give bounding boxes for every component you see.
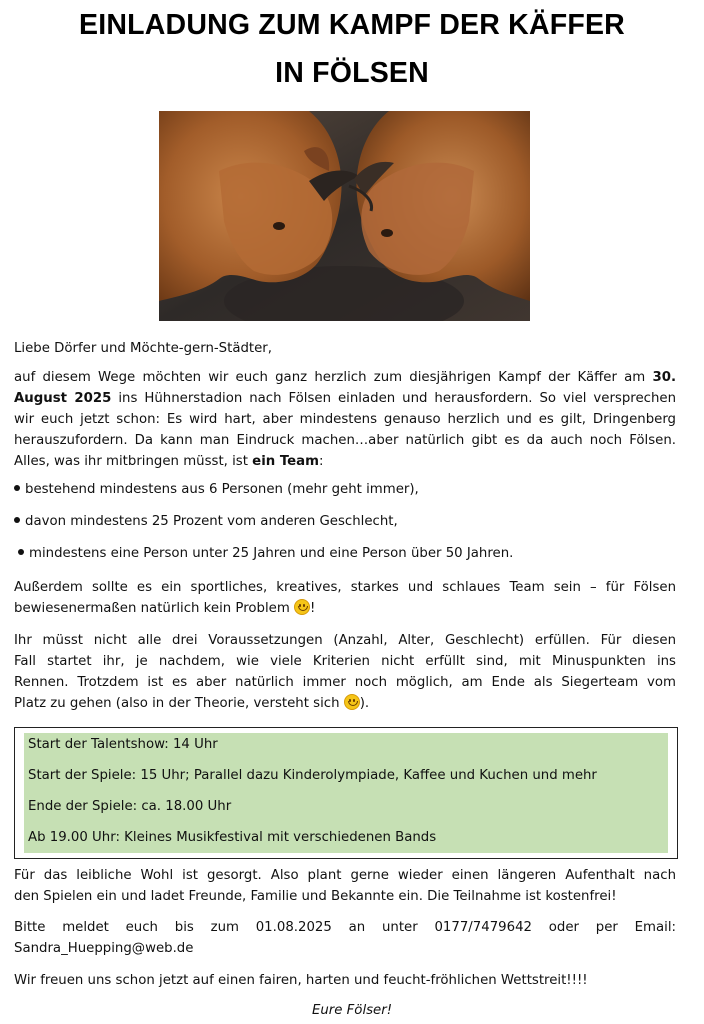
paragraph-line: Für das leibliche Wohl ist gesorgt. Also plant gerne wieder einen längeren Aufenthalt nach (14, 868, 676, 883)
list-item (14, 511, 676, 532)
list-item-text: mindestens eine Person unter 25 Jahren und eine Person über 50 Jahren. (29, 546, 514, 561)
list-item (18, 543, 680, 564)
schedule-item: Start der Spiele: 15 Uhr; Parallel dazu Kinderolympiade, Kaffee und Kuchen und mehr (28, 768, 597, 783)
schedule-box (14, 727, 678, 859)
bullet-icon (18, 549, 24, 555)
schedule-item: Ende der Spiele: ca. 18.00 Uhr (28, 799, 232, 814)
registration-paragraph (14, 917, 676, 959)
bullet-icon (14, 517, 20, 523)
page-title-line-2: IN FÖLSEN (275, 57, 429, 89)
team-paragraph (14, 577, 676, 619)
page-title-line-1: EINLADUNG ZUM KAMPF DER KÄFFER (79, 9, 625, 41)
team-emphasis: ein Team (252, 454, 319, 469)
intro-text: Alles, was ihr mitbringen müsst, ist (14, 454, 253, 469)
paragraph-line: ). (359, 696, 370, 711)
paragraph-line: Außerdem sollte es ein sportliches, kreatives, starkes und schlaues Team sein – für Fölsen (14, 580, 676, 595)
paragraph-line: den Spielen ein und ladet Freunde, Familie und Bekannte ein. Die Teilnahme ist kostenfrei! (14, 889, 617, 904)
paragraph-line: Ihr müsst nicht alle drei Voraussetzungen (Anzahl, Alter, Geschlecht) erfüllen. Für diesen (14, 633, 676, 648)
smiley-icon (294, 599, 310, 615)
event-date-month-year: August 2025 (14, 391, 112, 406)
paragraph-line: Fall startet ihr, je nachdem, wie viele Kriterien nicht erfüllt sind, mit Minuspunkten ins (14, 654, 676, 669)
greeting: Liebe Dörfer und Möchte-gern-Städter, (14, 341, 272, 356)
list-item-text: davon mindestens 25 Prozent vom anderen Geschlecht, (25, 514, 398, 529)
rules-paragraph (14, 630, 676, 714)
paragraph-line: Rennen. Trotzdem ist es aber natürlich immer noch möglich, am Ende als Siegerteam vom (14, 675, 676, 690)
schedule-item: Ab 19.00 Uhr: Kleines Musikfestival mit verschiedenen Bands (28, 830, 437, 845)
schedule-highlight (24, 733, 668, 853)
intro-text: auf diesem Wege möchten wir euch ganz herzlich zum diesjährigen Kampf der Käffer am (14, 370, 653, 385)
intro-paragraph (14, 367, 676, 472)
goats-fighting-photo (159, 111, 530, 321)
paragraph-line: Platz zu gehen (also in der Theorie, versteht sich (14, 696, 344, 711)
paragraph-line: bewiesenermaßen natürlich kein Problem (14, 601, 295, 616)
paragraph-line: ! (310, 601, 316, 616)
signature: Eure Fölser! (311, 1003, 393, 1018)
contact-email: Sandra_Huepping@web.de (14, 941, 194, 956)
intro-text: herauszufordern. Da kann man Eindruck machen…aber natürlich gibt es da auch noch Fölsen. (14, 433, 676, 448)
smiley-icon (344, 694, 360, 710)
intro-text: : (319, 454, 324, 469)
list-item (14, 479, 676, 500)
event-date-day: 30. (652, 370, 676, 385)
closing-line: Wir freuen uns schon jetzt auf einen fairen, harten und feucht-fröhlichen Wettstreit!!!! (14, 973, 588, 988)
intro-text: ins Hühnerstadion nach Fölsen einladen und herausfordern. So viel versprechen (111, 391, 677, 406)
intro-text: wir euch jetzt schon: Es wird hart, aber mindestens genauso herzlich und es gilt, Dringenberg (14, 412, 676, 427)
list-item-text: bestehend mindestens aus 6 Personen (mehr geht immer), (25, 482, 419, 497)
bullet-icon (14, 485, 20, 491)
schedule-item: Start der Talentshow: 14 Uhr (28, 737, 218, 752)
paragraph-line: Bitte meldet euch bis zum 01.08.2025 an unter 0177/7479642 oder per Email: (14, 920, 676, 935)
catering-paragraph (14, 865, 676, 907)
